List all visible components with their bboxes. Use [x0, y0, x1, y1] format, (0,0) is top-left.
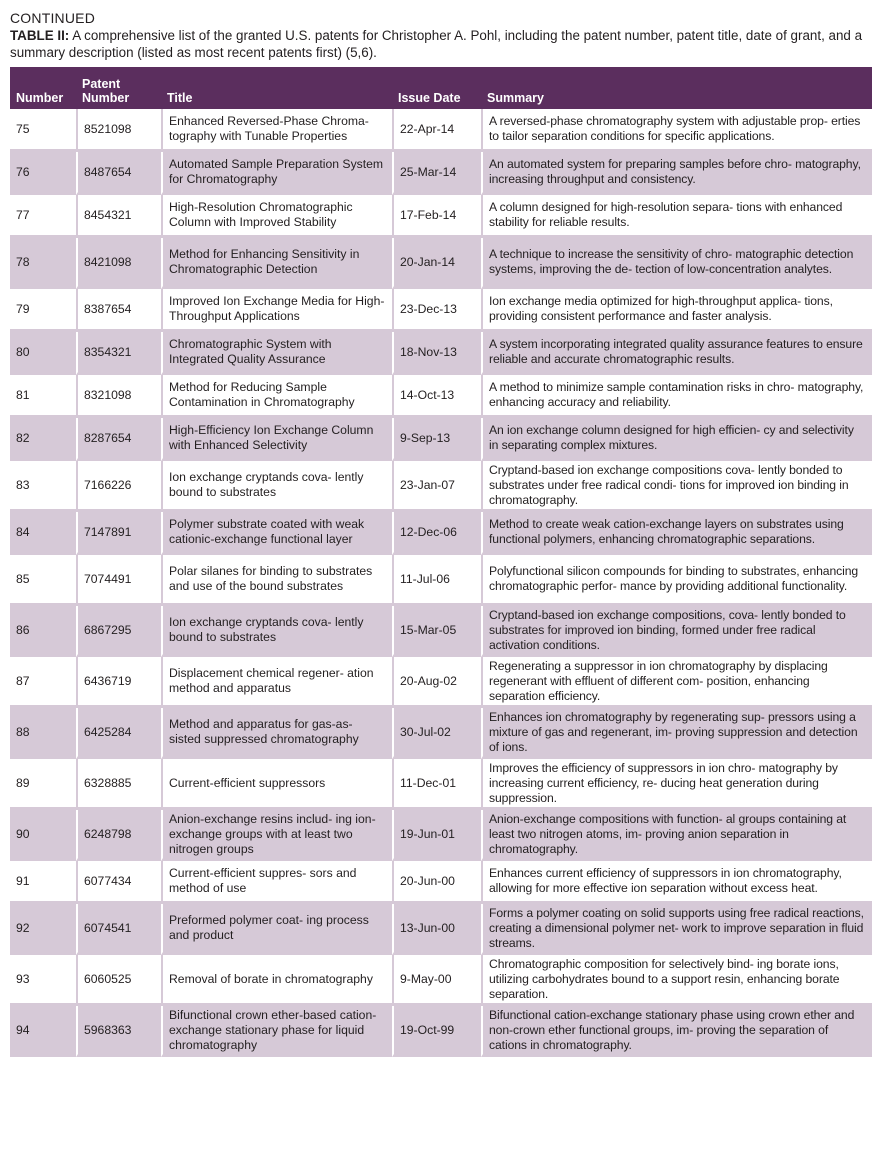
cell-summary: A system incorporating integrated quality assurance features to ensure reliable and accurate chromatographic results.	[481, 332, 872, 375]
cell-issue-date: 20-Jan-14	[392, 238, 481, 289]
cell-patent-number: 6425284	[76, 708, 161, 759]
cell-title: High-Resolution Chromatographic Column with Improved Stability	[161, 195, 392, 238]
table-row	[10, 810, 872, 861]
table-row	[10, 1006, 872, 1057]
cell-title: Removal of borate in chromatography	[161, 955, 392, 1006]
cell-number: 87	[10, 657, 76, 708]
cell-title: Chromatographic System with Integrated Quality Assurance	[161, 332, 392, 375]
cell-title: Displacement chemical regener- ation method and apparatus	[161, 657, 392, 708]
cell-issue-date: 12-Dec-06	[392, 512, 481, 555]
cell-issue-date: 23-Dec-13	[392, 289, 481, 332]
cell-issue-date: 20-Jun-00	[392, 861, 481, 904]
patents-table	[10, 67, 872, 1057]
cell-issue-date: 13-Jun-00	[392, 904, 481, 955]
cell-number: 89	[10, 759, 76, 810]
cell-patent-number: 7166226	[76, 461, 161, 512]
cell-title: Automated Sample Preparation System for Chromatography	[161, 152, 392, 195]
cell-summary: A column designed for high-resolution separa- tions with enhanced stability for reliable results.	[481, 195, 872, 238]
cell-patent-number: 6060525	[76, 955, 161, 1006]
cell-patent-number: 8354321	[76, 332, 161, 375]
cell-issue-date: 11-Dec-01	[392, 759, 481, 810]
table-row	[10, 657, 872, 708]
caption-text: A comprehensive list of the granted U.S. patents for Christopher A. Pohl, including the patent number, patent title, date of grant, and a summary description (listed as most recent patents first) (5,6).	[10, 28, 863, 60]
cell-patent-number: 6248798	[76, 810, 161, 861]
cell-title: Ion exchange cryptands cova- lently bound to substrates	[161, 461, 392, 512]
cell-number: 77	[10, 195, 76, 238]
table-row	[10, 606, 872, 657]
cell-title: Polar silanes for binding to substrates and use of the bound substrates	[161, 555, 392, 606]
table-row	[10, 195, 872, 238]
col-header-patent-number	[76, 67, 161, 109]
document-page	[10, 10, 872, 1057]
cell-patent-number: 6867295	[76, 606, 161, 657]
cell-issue-date: 11-Jul-06	[392, 555, 481, 606]
continued-label: CONTINUED	[10, 10, 96, 26]
cell-number: 94	[10, 1006, 76, 1057]
table-row	[10, 375, 872, 418]
table-row	[10, 332, 872, 375]
cell-number: 81	[10, 375, 76, 418]
cell-summary: Bifunctional cation-exchange stationary phase using crown ether and non-crown ether functional groups, im- proving the separation of cations in chromatography.	[481, 1006, 872, 1057]
cell-title: Method and apparatus for gas-as- sisted suppressed chromatography	[161, 708, 392, 759]
cell-number: 85	[10, 555, 76, 606]
cell-patent-number: 8487654	[76, 152, 161, 195]
cell-title: Ion exchange cryptands cova- lently bound to substrates	[161, 606, 392, 657]
cell-summary: An ion exchange column designed for high efficien- cy and selectivity in separating complex mixtures.	[481, 418, 872, 461]
cell-patent-number: 7147891	[76, 512, 161, 555]
cell-title: Anion-exchange resins includ- ing ion-exchange groups with at least two nitrogen groups	[161, 810, 392, 861]
cell-issue-date: 9-May-00	[392, 955, 481, 1006]
table-row	[10, 904, 872, 955]
table-row	[10, 418, 872, 461]
cell-issue-date: 17-Feb-14	[392, 195, 481, 238]
cell-summary: Ion exchange media optimized for high-throughput applica- tions, providing consistent performance and faster analysis.	[481, 289, 872, 332]
cell-issue-date: 19-Oct-99	[392, 1006, 481, 1057]
cell-number: 90	[10, 810, 76, 861]
cell-number: 84	[10, 512, 76, 555]
cell-issue-date: 14-Oct-13	[392, 375, 481, 418]
cell-summary: Anion-exchange compositions with function- al groups containing at least two nitrogen atoms, im- proving anion separation in chromatography.	[481, 810, 872, 861]
cell-number: 75	[10, 109, 76, 152]
cell-number: 93	[10, 955, 76, 1006]
cell-issue-date: 20-Aug-02	[392, 657, 481, 708]
cell-issue-date: 19-Jun-01	[392, 810, 481, 861]
table-row	[10, 861, 872, 904]
cell-patent-number: 8521098	[76, 109, 161, 152]
cell-number: 86	[10, 606, 76, 657]
col-header-issue-date: Issue Date	[392, 67, 481, 109]
cell-number: 82	[10, 418, 76, 461]
header-row	[10, 67, 872, 109]
cell-number: 80	[10, 332, 76, 375]
cell-number: 79	[10, 289, 76, 332]
col-header-title: Title	[161, 67, 392, 109]
cell-patent-number: 6436719	[76, 657, 161, 708]
cell-summary: An automated system for preparing samples before chro- matography, increasing throughput and consistency.	[481, 152, 872, 195]
cell-summary: A reversed-phase chromatography system with adjustable prop- erties to tailor separation conditions for specific applications.	[481, 109, 872, 152]
cell-patent-number: 8454321	[76, 195, 161, 238]
cell-patent-number: 8321098	[76, 375, 161, 418]
cell-summary: Enhances ion chromatography by regenerating sup- pressors using a mixture of gas and regenerant, im- proving suppression and detection of ions.	[481, 708, 872, 759]
cell-patent-number: 5968363	[76, 1006, 161, 1057]
table-label: TABLE II:	[10, 28, 70, 43]
cell-summary: Chromatographic composition for selectively bind- ing borate ions, utilizing carbohydrates bound to a support resin, enhancing borate separation.	[481, 955, 872, 1006]
cell-issue-date: 23-Jan-07	[392, 461, 481, 512]
cell-patent-number: 6328885	[76, 759, 161, 810]
cell-title: Current-efficient suppres- sors and method of use	[161, 861, 392, 904]
table-body	[10, 109, 872, 1057]
cell-summary: Method to create weak cation-exchange layers on substrates using functional polymers, enhancing chromatographic separations.	[481, 512, 872, 555]
cell-patent-number: 7074491	[76, 555, 161, 606]
cell-title: High-Efficiency Ion Exchange Column with Enhanced Selectivity	[161, 418, 392, 461]
cell-patent-number: 8287654	[76, 418, 161, 461]
cell-summary: Cryptand-based ion exchange compositions cova- lently bonded to substrates under free radical condi- tions for improved ion binding in chromatography.	[481, 461, 872, 512]
cell-issue-date: 9-Sep-13	[392, 418, 481, 461]
cell-patent-number: 8387654	[76, 289, 161, 332]
table-row	[10, 759, 872, 810]
cell-title: Method for Reducing Sample Contamination in Chromatography	[161, 375, 392, 418]
table-row	[10, 708, 872, 759]
cell-patent-number: 6074541	[76, 904, 161, 955]
cell-title: Polymer substrate coated with weak cationic-exchange functional layer	[161, 512, 392, 555]
cell-number: 92	[10, 904, 76, 955]
table-row	[10, 289, 872, 332]
table-row	[10, 152, 872, 195]
cell-summary: Cryptand-based ion exchange compositions, cova- lently bonded to substrates for improved ion binding, formed under free radical activation conditions.	[481, 606, 872, 657]
cell-title: Enhanced Reversed-Phase Chroma- tography with Tunable Properties	[161, 109, 392, 152]
cell-summary: A technique to increase the sensitivity of chro- matographic detection systems, improving the de- tection of low-concentration analytes.	[481, 238, 872, 289]
col-header-number: Number	[10, 67, 76, 109]
col-header-summary: Summary	[481, 67, 872, 109]
cell-number: 91	[10, 861, 76, 904]
cell-issue-date: 30-Jul-02	[392, 708, 481, 759]
table-caption	[10, 27, 872, 61]
cell-title: Improved Ion Exchange Media for High-Throughput Applications	[161, 289, 392, 332]
table-row	[10, 109, 872, 152]
cell-issue-date: 18-Nov-13	[392, 332, 481, 375]
cell-number: 83	[10, 461, 76, 512]
col-header-patent-number-text: Patent Number	[82, 77, 130, 105]
table-header	[10, 67, 872, 109]
cell-title: Preformed polymer coat- ing process and product	[161, 904, 392, 955]
cell-summary: Regenerating a suppressor in ion chromatography by displacing regenerant with effluent of different com- position, enhancing separation efficiency.	[481, 657, 872, 708]
cell-number: 78	[10, 238, 76, 289]
table-row	[10, 955, 872, 1006]
cell-title: Bifunctional crown ether-based cation-exchange stationary phase for liquid chromatography	[161, 1006, 392, 1057]
cell-patent-number: 8421098	[76, 238, 161, 289]
cell-issue-date: 15-Mar-05	[392, 606, 481, 657]
cell-patent-number: 6077434	[76, 861, 161, 904]
cell-number: 88	[10, 708, 76, 759]
cell-title: Current-efficient suppressors	[161, 759, 392, 810]
cell-summary: A method to minimize sample contamination risks in chro- matography, enhancing accuracy and reliability.	[481, 375, 872, 418]
cell-summary: Forms a polymer coating on solid supports using free radical reactions, creating a dimensional polymer net- work to improve separation in fluid streams.	[481, 904, 872, 955]
table-row	[10, 461, 872, 512]
cell-issue-date: 22-Apr-14	[392, 109, 481, 152]
table-row	[10, 512, 872, 555]
table-row	[10, 238, 872, 289]
cell-summary: Enhances current efficiency of suppressors in ion chromatography, allowing for more effective ion separation without excess heat.	[481, 861, 872, 904]
cell-summary: Improves the efficiency of suppressors in ion chro- matography by increasing current efficiency, re- ducing heat generation during suppression.	[481, 759, 872, 810]
cell-title: Method for Enhancing Sensitivity in Chromatographic Detection	[161, 238, 392, 289]
cell-issue-date: 25-Mar-14	[392, 152, 481, 195]
cell-number: 76	[10, 152, 76, 195]
cell-summary: Polyfunctional silicon compounds for binding to substrates, enhancing chromatographic perfor- mance by providing additional functionality.	[481, 555, 872, 606]
table-row	[10, 555, 872, 606]
